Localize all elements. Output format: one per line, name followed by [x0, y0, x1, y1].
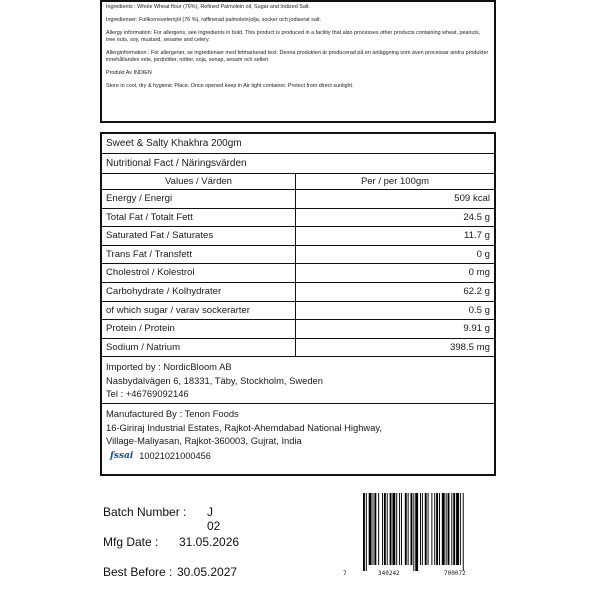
nutrition-row — [102, 246, 494, 265]
nutrient-value: 0.5 g — [468, 304, 490, 316]
nutrition-row — [102, 339, 494, 358]
barcode-bar — [460, 493, 461, 565]
facts-header-row — [102, 174, 494, 190]
nutrient-value: 0 mg — [468, 267, 490, 279]
best-before-label: Best Before : — [103, 565, 173, 579]
nutrient-label: Cholestrol / Kolestrol — [102, 264, 296, 282]
barcode-bar — [411, 493, 413, 565]
nutrient-label: Total Fat / Totalt Fett — [102, 209, 296, 227]
nutrient-label: of which sugar / varav sockerarter — [102, 302, 296, 320]
nutrition-row — [102, 227, 494, 246]
barcode-bar — [446, 493, 447, 565]
barcode-bar — [425, 493, 427, 565]
nutrition-row — [102, 190, 494, 209]
barcode-bar — [405, 493, 407, 565]
nutrient-value: 11.7 g — [464, 230, 490, 242]
importer-phone: Tel : +46769092146 — [106, 388, 189, 400]
nutrient-label: Sodium / Natrium — [102, 339, 296, 357]
barcode-bar — [439, 493, 440, 565]
nutrient-value: 398.5 mg — [449, 341, 490, 353]
manufacturer-name: Manufactured By : Tenon Foods — [106, 408, 239, 420]
fssai-number: 10021021000456 — [139, 450, 211, 461]
country-of-origin: Produkt Av INDIEN — [106, 70, 152, 76]
barcode-bar — [401, 493, 402, 565]
importer-address: Nasbydalvägen 6, 18331, Täby, Stockholm, Sweden — [106, 374, 323, 386]
barcode-bar — [413, 493, 414, 571]
barcode-bar — [387, 493, 388, 565]
barcode-lead-digit: 7 — [343, 570, 347, 577]
barcode-bar — [363, 493, 365, 571]
nutrient-value: 24.5 g — [463, 211, 490, 223]
best-before — [103, 565, 238, 579]
fssai-logo-icon: fssai — [110, 450, 134, 461]
nutrient-label: Energy / Energi — [102, 190, 296, 208]
batch-label: Batch Number : — [103, 505, 187, 519]
product-name: Sweet & Salty Khakhra 200gm — [102, 134, 494, 154]
batch-number — [103, 505, 221, 533]
allergy-swedish: Allerginformation : För allergener, se ingredienser med fetmarkerad text. Denna produkten är producerad på en anläggning som även processar andra produkter innehållandes vete, jordnötter, nötter, soja, senap, sesam och selleri — [106, 50, 489, 63]
barcode-bar — [373, 493, 374, 565]
best-before-value: 30.05.2027 — [177, 565, 238, 579]
facts-title: Nutritional Fact / Näringsvärden — [102, 154, 494, 174]
header-values: Values / Värden — [102, 174, 296, 189]
mfg-label: Mfg Date : — [103, 535, 159, 549]
nutrient-label: Trans Fat / Transfett — [102, 246, 296, 264]
barcode-bar — [369, 493, 372, 565]
batch-value: J 02 — [207, 505, 221, 533]
nutrient-label: Carbohydrate / Kolhydrater — [102, 283, 296, 301]
barcode-bar — [399, 493, 400, 565]
header-per-100g: Per / per 100gm — [360, 176, 430, 187]
barcode-bar — [392, 493, 395, 565]
nutrient-label: Protein / Protein — [102, 320, 296, 338]
barcode-bar — [378, 493, 379, 565]
manufacturer-info — [102, 404, 494, 474]
barcode-bar — [442, 493, 445, 565]
allergy-english: Allergy information: For allergens, see ingredients in bold. This product is produced in a facility that also processes other products containing wheat, peanuts, tree nuts, soy, mustard, sesame and celery. — [106, 30, 481, 43]
barcode-bar — [415, 493, 418, 571]
barcode-bar — [366, 493, 367, 571]
nutrient-value: 0 g — [476, 248, 490, 260]
nutrient-value: 509 kcal — [454, 193, 490, 204]
mfg-date — [103, 535, 240, 549]
barcode-bar — [382, 493, 383, 565]
barcode-left-digits: 340242 — [378, 570, 400, 577]
barcode-bar — [422, 493, 423, 565]
barcode-right-digits: 700072 — [444, 570, 466, 577]
nutrition-row — [102, 320, 494, 339]
barcode-bar — [453, 493, 455, 565]
nutrition-row — [102, 264, 494, 283]
barcode-bar — [374, 493, 376, 565]
barcode-bar — [408, 493, 409, 565]
nutrient-label: Saturated Fat / Saturates — [102, 227, 296, 245]
manufacturer-address-1: 16-Giriraj Industrial Estates, Rajkot-Ahemdabad National Highway, — [106, 421, 382, 433]
barcode-bar — [456, 493, 459, 565]
nutrition-row — [102, 283, 494, 302]
nutrient-value: 9.91 g — [463, 323, 490, 335]
barcode-bar — [420, 493, 421, 565]
nutrition-row — [102, 302, 494, 321]
nutrient-value: 62.2 g — [463, 285, 490, 297]
importer-info — [102, 357, 494, 404]
ingredients-swedish: Ingredienser: Fullkornsvetemjöl (76 %), raffinerad palmolein(olja, socker och jodiserat salt. — [106, 17, 322, 23]
barcode-bar — [390, 493, 392, 565]
nutrition-row — [102, 209, 494, 228]
mfg-value: 31.05.2026 — [179, 535, 240, 549]
fssai-license — [106, 450, 490, 464]
ingredients-panel — [100, 0, 496, 123]
barcode-bar — [436, 493, 438, 565]
barcode-bar — [434, 493, 435, 565]
barcode-bar — [396, 493, 397, 565]
barcode-bar — [431, 493, 432, 565]
barcode-bar — [384, 493, 386, 565]
barcode-bar — [448, 493, 450, 565]
barcode-icon — [361, 493, 497, 571]
barcode-bar — [451, 493, 452, 565]
ingredients-english: Ingredients : Whole Wheat flour (76%), Refined Palmolein oil, Sugar and Iodized Salt. — [106, 4, 311, 10]
manufacturer-address-2: Village-Maliyasan, Rajkot-360003, Gujrat, India — [106, 435, 302, 447]
barcode-bar — [463, 493, 464, 571]
storage-instructions: Store in cool, dry & hygienic Place. Once opened keep in Air tight container. Protect from direct sunlight. — [106, 83, 354, 89]
nutrition-facts-table — [100, 132, 496, 476]
importer-name: Imported by : NordicBloom AB — [106, 361, 232, 373]
barcode-bar — [428, 493, 429, 565]
